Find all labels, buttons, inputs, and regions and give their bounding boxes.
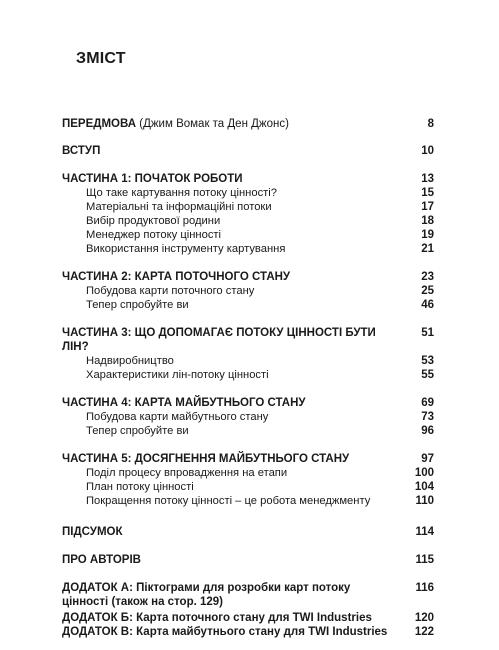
toc-entry-authors[interactable] <box>62 553 434 567</box>
toc-subentry-label: Що таке картування потоку цінності? <box>86 187 278 199</box>
toc-entry-intro[interactable] <box>62 144 434 158</box>
toc-page-number: 116 <box>415 582 434 594</box>
toc-subentry[interactable] <box>62 298 434 312</box>
toc-page-number: 17 <box>421 201 434 213</box>
toc-page-number: 73 <box>421 411 434 423</box>
toc-page-number: 110 <box>415 495 434 507</box>
toc-page-number: 69 <box>421 397 434 409</box>
toc-entry-note: (Джим Вомак та Ден Джонс) <box>139 118 289 130</box>
toc-page-number: 122 <box>414 626 434 638</box>
toc-subentry[interactable] <box>62 466 434 480</box>
toc-entry-label: ДОДАТОК А: Піктограми для розробки карт потоку цінності (також на стор. 129) <box>62 582 351 608</box>
toc-page-number: 15 <box>421 187 434 199</box>
toc-page-number: 21 <box>421 243 434 255</box>
toc-entry-label: ПІДСУМОК <box>62 526 123 538</box>
toc-page-number: 18 <box>421 215 434 227</box>
toc-subentry[interactable] <box>62 214 434 228</box>
toc-subentry[interactable] <box>62 494 434 508</box>
toc-subentry[interactable] <box>62 242 434 256</box>
toc-subentry-label: Менеджер потоку цінності <box>86 229 222 241</box>
toc-page-number: 53 <box>421 355 434 367</box>
toc-subentry-label: Використання інструменту картування <box>86 243 286 255</box>
toc-subentry[interactable] <box>62 354 434 368</box>
toc-subentry-label: Характеристики лін-потоку цінності <box>86 369 269 381</box>
toc-page-number: 120 <box>414 612 434 624</box>
toc-entry-part1[interactable] <box>62 172 434 186</box>
toc-page-number: 23 <box>421 271 434 283</box>
toc-entry-label: ПЕРЕДМОВА <box>62 118 137 130</box>
toc-page-number: 46 <box>421 299 434 311</box>
toc-entry-label: ЧАСТИНА 2: КАРТА ПОТОЧНОГО СТАНУ <box>62 271 291 283</box>
toc-subentry-label: Поділ процесу впровадження на етапи <box>86 467 288 479</box>
toc-entry-part5[interactable] <box>62 452 434 466</box>
toc-entry-summary[interactable] <box>62 525 434 539</box>
toc-subentry-label: Тепер спробуйте ви <box>86 425 189 437</box>
toc-subentry-label: План потоку цінності <box>86 481 194 493</box>
toc-entry-foreword[interactable] <box>62 117 434 131</box>
toc-page-number: 55 <box>421 369 434 381</box>
toc-subentry[interactable] <box>62 186 434 200</box>
toc-entry-label: ДОДАТОК Б: Карта поточного стану для TWI Industries <box>62 612 372 624</box>
toc-page-number: 100 <box>414 467 434 479</box>
toc-page-number: 8 <box>427 118 434 130</box>
toc-subentry[interactable] <box>62 200 434 214</box>
toc-page-number: 114 <box>415 526 434 538</box>
toc-page-number: 96 <box>421 425 434 437</box>
toc-entry-appendix-a[interactable] <box>62 581 434 609</box>
toc-entry-label: ЧАСТИНА 1: ПОЧАТОК РОБОТИ <box>62 173 243 185</box>
toc-page-number: 25 <box>421 285 434 297</box>
toc-entry-part3[interactable] <box>62 326 434 354</box>
toc-page-number: 97 <box>421 453 434 465</box>
toc-subentry[interactable] <box>62 410 434 424</box>
toc-subentry-label: Побудова карти майбутнього стану <box>86 411 269 423</box>
toc-subentry-label: Надвиробництво <box>86 355 174 367</box>
toc-subentry[interactable] <box>62 228 434 242</box>
toc-entry-label: ЧАСТИНА 5: ДОСЯГНЕННЯ МАЙБУТНЬОГО СТАНУ <box>62 453 350 465</box>
toc-subentry-label: Покращення потоку цінності – це робота менеджменту <box>86 495 371 507</box>
toc-subentry[interactable] <box>62 368 434 382</box>
toc-subentry-label: Побудова карти поточного стану <box>86 285 255 297</box>
toc-subentry[interactable] <box>62 284 434 298</box>
toc-entry-appendix-b[interactable] <box>62 611 434 625</box>
toc-entry-part4[interactable] <box>62 396 434 410</box>
toc-page-number: 104 <box>414 481 434 493</box>
toc-entry-label: ВСТУП <box>62 145 101 157</box>
toc-entry-label: ЧАСТИНА 3: ЩО ДОПОМАГАЄ ПОТОКУ ЦІННОСТІ БУТИ ЛІН? <box>62 327 376 353</box>
toc-subentry[interactable] <box>62 424 434 438</box>
toc-page-number: 19 <box>421 229 434 241</box>
toc-page-number: 51 <box>421 327 434 339</box>
toc-entry-part2[interactable] <box>62 270 434 284</box>
toc-subentry-label: Тепер спробуйте ви <box>86 299 189 311</box>
toc-page-number: 10 <box>421 145 434 157</box>
toc-subentry-label: Вибір продуктової родини <box>86 215 221 227</box>
toc-subentry[interactable] <box>62 480 434 494</box>
toc-page-number: 13 <box>421 173 434 185</box>
toc-entry-label: ЧАСТИНА 4: КАРТА МАЙБУТНЬОГО СТАНУ <box>62 397 306 409</box>
toc-entry-label: ДОДАТОК В: Карта майбутнього стану для TWI Industries <box>62 626 388 638</box>
toc-subentry-label: Матеріальні та інформаційні потоки <box>86 201 272 213</box>
page-title: ЗМІСТ <box>76 50 126 67</box>
table-of-contents <box>62 117 434 639</box>
toc-entry-appendix-c[interactable] <box>62 625 434 639</box>
toc-page-number: 115 <box>415 554 434 566</box>
toc-entry-label: ПРО АВТОРІВ <box>62 554 141 566</box>
